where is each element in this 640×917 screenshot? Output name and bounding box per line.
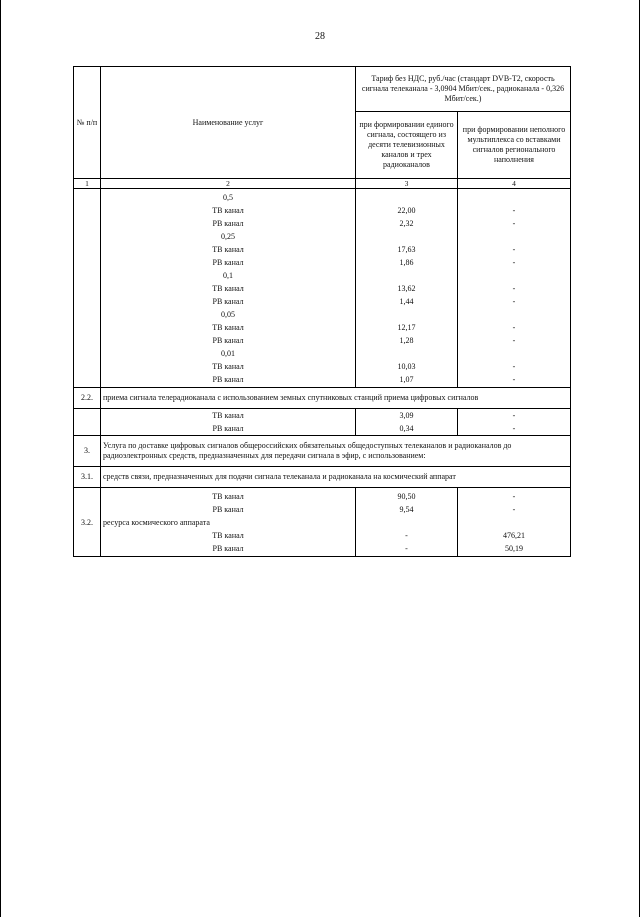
section-2-2-blank (74, 409, 101, 436)
section-3-2-col3-value: - (405, 543, 408, 553)
header-num-3: 3 (356, 179, 458, 189)
block1-col3-value: 2,32 (399, 218, 414, 228)
block1-col3 (356, 189, 458, 388)
block1-col4-value: - (512, 374, 516, 384)
block1-name: ТВ канал (212, 244, 244, 254)
block1-name: 0,01 (221, 348, 235, 358)
section-3-1-col4-value: - (512, 491, 516, 501)
section-3-values-names (101, 488, 356, 557)
block1-col4-value (460, 347, 568, 360)
section-3-num: 3. (74, 436, 101, 467)
block1-col4-value: - (512, 218, 516, 228)
block1-name: РВ канал (212, 218, 244, 228)
section-2-2-values-row (74, 409, 571, 436)
section-2-2-col4-value: - (512, 424, 516, 433)
section-3-1-col4-value: - (512, 504, 516, 514)
block1-col3-value (358, 230, 455, 243)
section-3-2-name: ТВ канал (212, 530, 244, 540)
block1-name: ТВ канал (212, 322, 244, 332)
header-numbers-row (74, 179, 571, 189)
block1-col4-value: - (512, 322, 516, 332)
page-number: 28 (315, 31, 325, 42)
section-3-2-col4-value: 476,21 (503, 530, 525, 540)
section-2-2-col3-value: 3,09 (399, 411, 414, 420)
header-row-top (74, 67, 571, 112)
block1-col3-value (358, 269, 455, 282)
block1-name: ТВ канал (212, 283, 244, 293)
block1-col4-value (460, 308, 568, 321)
section-2-2-names (101, 409, 356, 436)
block1-col4-value: - (512, 257, 516, 267)
block1-name: РВ канал (212, 257, 244, 267)
block1-name: РВ канал (212, 335, 244, 345)
section-3-1-name: РВ канал (212, 504, 244, 514)
section-3-values-col4 (458, 488, 571, 557)
block1-col4-value: - (512, 205, 516, 215)
header-col-num: № п/п (74, 67, 101, 179)
block1-col4 (458, 189, 571, 388)
block1-col3-value: 17,63 (397, 244, 416, 254)
section-3-1-text: средств связи, предназначенных для подачи сигнала телеканала и радиоканала на космический аппарат (101, 467, 571, 488)
header-tariff-title: Тариф без НДС, руб./час (стандарт DVB-T2, скорость сигнала телеканала - 3,0904 Мбит/сек., радиоканала - 0,326 Мбит/сек.) (356, 67, 571, 112)
section-2-2-col4 (458, 409, 571, 436)
section-2-2-name: ТВ канал (212, 411, 244, 420)
header-col3: при формировании единого сигнала, состоящего из десяти телевизионных каналов и трех радиоканалов (356, 112, 458, 179)
block1-col4-value: - (512, 283, 516, 293)
block1-col3-value: 1,07 (399, 374, 414, 384)
block1-col3-value: 13,62 (397, 283, 416, 293)
section-2-2-name: РВ канал (212, 424, 244, 433)
header-col4: при формировании неполного мультиплекса со вставками сигналов регионального наполнения (458, 112, 571, 179)
block1-col3-value (358, 191, 455, 204)
section-3-values-col3 (356, 488, 458, 557)
block1-row (74, 189, 571, 388)
block1-name: 0,25 (221, 231, 235, 241)
tariff-table (73, 66, 571, 557)
section-3-2-col3-value: - (405, 530, 408, 540)
section-2-2-col4-value: - (512, 411, 516, 420)
block1-col3-value: 12,17 (397, 322, 416, 332)
header-num-2: 2 (101, 179, 356, 189)
section-2-2-num: 2.2. (74, 388, 101, 409)
section-3-2-name: РВ канал (212, 543, 244, 553)
section-3-1-num: 3.1. (74, 467, 101, 488)
page-edge-left (0, 0, 1, 917)
block1-names (101, 189, 356, 388)
section-3-2-text: ресурса космического аппарата (103, 517, 210, 527)
block1-num-cell (74, 189, 101, 388)
section-2-2-row (74, 388, 571, 409)
block1-name: 0,5 (223, 192, 233, 202)
block1-col3-value (358, 308, 455, 321)
header-num-1: 1 (74, 179, 101, 189)
section-3-2-num-cell (74, 488, 101, 557)
block1-name: РВ канал (212, 296, 244, 306)
block1-col3-value (358, 347, 455, 360)
header-col-name: Наименование услуг (101, 67, 356, 179)
section-2-2-text: приема сигнала телерадиоканала с использованием земных спутниковых станций приема цифровых сигналов (101, 388, 571, 409)
section-3-1-col3-value: 90,50 (397, 491, 416, 501)
section-3-text: Услуга по доставке цифровых сигналов общероссийских обязательных общедоступных телеканалов и радиоканалов до радиоэлектронных средств, предназначенных для передачи сигнала в эфир, с использованием: (101, 436, 571, 467)
section-3-2-col4-value: 50,19 (505, 543, 523, 553)
block1-col4-value: - (512, 244, 516, 254)
block1-col4-value: - (512, 296, 516, 306)
block1-col3-value: 1,44 (399, 296, 414, 306)
section-3-values-row (74, 488, 571, 557)
block1-name: 0,05 (221, 309, 235, 319)
section-3-1-name: ТВ канал (212, 491, 244, 501)
section-2-2-col3 (356, 409, 458, 436)
section-3-2-num: 3.2. (81, 517, 93, 527)
block1-name: РВ канал (212, 374, 244, 384)
block1-col3-value: 1,86 (399, 257, 414, 267)
block1-col3-value: 1,28 (399, 335, 414, 345)
section-2-2-col3-value: 0,34 (399, 424, 414, 433)
header-num-4: 4 (458, 179, 571, 189)
block1-col3-value: 10,03 (397, 361, 416, 371)
block1-col4-value: - (512, 335, 516, 345)
block1-name: ТВ канал (212, 205, 244, 215)
section-3-1-row (74, 467, 571, 488)
section-3-1-col3-value: 9,54 (399, 504, 414, 514)
section-3-row (74, 436, 571, 467)
block1-col4-value: - (512, 361, 516, 371)
block1-col4-value (460, 191, 568, 204)
block1-col4-value (460, 230, 568, 243)
block1-col3-value: 22,00 (397, 205, 416, 215)
block1-col4-value (460, 269, 568, 282)
block1-name: 0,1 (223, 270, 233, 280)
block1-name: ТВ канал (212, 361, 244, 371)
